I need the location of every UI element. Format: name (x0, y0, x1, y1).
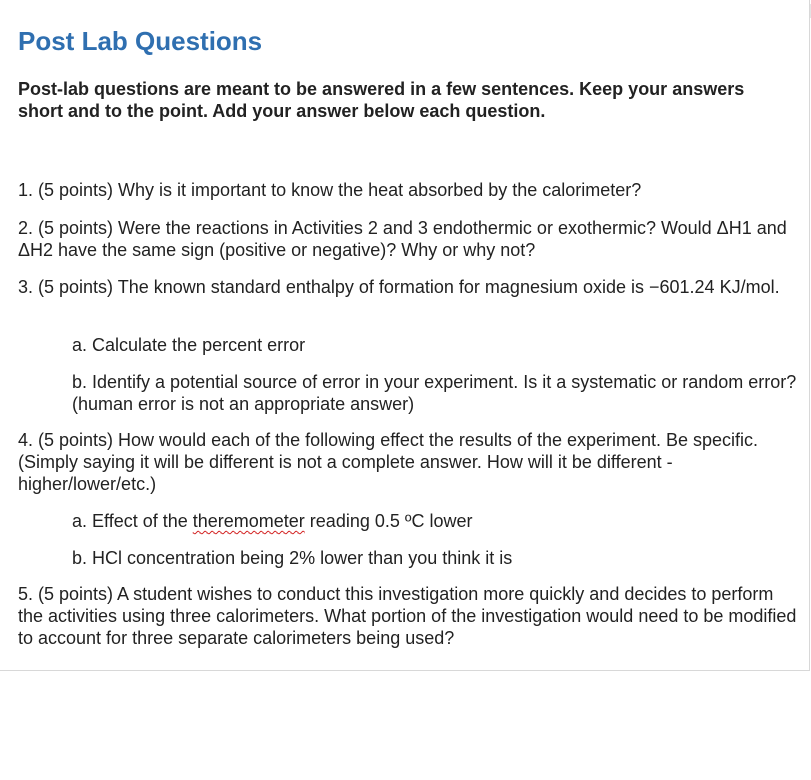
question-3a: a. Calculate the percent error (72, 335, 306, 355)
instructions: Post-lab questions are meant to be answered in a few sentences. Keep your answers short and to the point. Add your answer below each question. (18, 79, 745, 121)
question-4: 4. (5 points) How would each of the following effect the results of the experiment. Be specific. (Simply saying it will be different is not a complete answer. How will it be different - higher/lower/etc.) (18, 430, 759, 494)
question-4a-prefix: a. Effect of the (72, 511, 193, 531)
page-title: Post Lab Questions (18, 26, 263, 56)
question-4a (72, 510, 807, 532)
question-3: 3. (5 points) The known standard enthalpy of formation for magnesium oxide is −601.24 KJ/mol. (18, 277, 780, 297)
question-5: 5. (5 points) A student wishes to conduct this investigation more quickly and decides to perform the activities using three calorimeters. What portion of the investigation would need to be modified to account for three separate calorimeters being used? (18, 584, 797, 648)
question-4b: b. HCl concentration being 2% lower than you think it is (72, 548, 513, 568)
question-4a-suffix: reading 0.5 ºC lower (304, 511, 473, 531)
question-3b: b. Identify a potential source of error in your experiment. Is it a systematic or random error? (human error is not an appropriate answer) (72, 372, 797, 414)
question-1: 1. (5 points) Why is it important to know the heat absorbed by the calorimeter? (18, 180, 642, 200)
question-2: 2. (5 points) Were the reactions in Activities 2 and 3 endothermic or exothermic? Would ΔH1 and ΔH2 have the same sign (positive or negative)? Why or why not? (18, 218, 787, 260)
misspelled-word[interactable]: theremometer (192, 511, 305, 531)
